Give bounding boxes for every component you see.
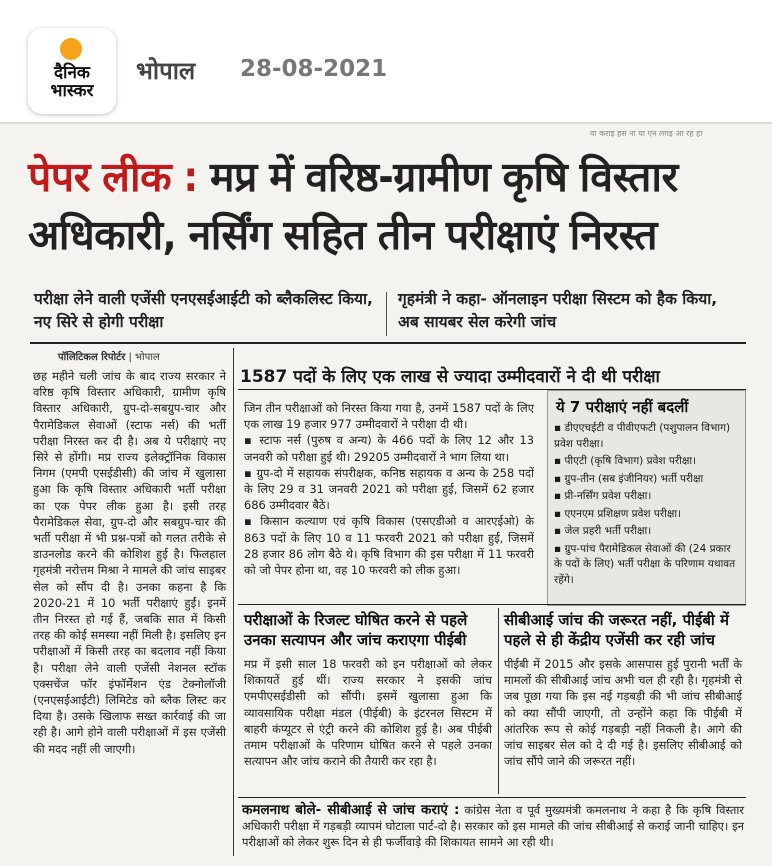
cut-text-top: वा कराइ हस ना या एन लगइ आ रह हा bbox=[590, 129, 703, 138]
list-item: ▪ ग्रुप-पांच पैरामेडिकल सेवाओं की (24 प्रकार के पदों के लिए) भर्ती परीक्षा के परिणाम यथावत रहेंगे। bbox=[554, 542, 740, 589]
section-banner: 1587 पदों के लिए एक लाख से ज्यादा उम्मीदवारों ने दी थी परीक्षा bbox=[240, 367, 660, 387]
column-divider-right bbox=[498, 608, 499, 794]
headline-text: मप्र में वरिष्ठ-ग्रामीण कृषि विस्तार अधिकारी, नर्सिंग सहित तीन परीक्षाएं निरस्त bbox=[28, 153, 678, 259]
byline-city: | भोपाल bbox=[128, 352, 160, 363]
logo-text-line1: दैनिक bbox=[54, 63, 90, 83]
footer-lead: कमलनाथ बोले- सीबीआई से जांच कराएं : bbox=[242, 802, 460, 818]
list-item: ▪ ग्रुप-तीन (सब इंजीनियर) भर्ती परीक्षा bbox=[554, 472, 740, 488]
footer-note bbox=[242, 802, 744, 850]
left-column-body: छह महीने चली जांच के बाद राज्य सरकार ने वरिष्ठ कृषि विस्तार अधिकारी, ग्रामीण कृषि विस्तार अधिकारी, ग्रुप-दो-सबग्रुप-चार और पैरामेडिकल सेवाओं (स्टाफ नर्स) की भर्ती परीक्षा निरस्त कर दी है। अब ये परीक्षाएं नए सिरे से होंगी। मप्र राज्य इलेक्ट्रॉनिक विकास निगम (एमपी एसईडीसी) की जांच में खुलासा हुआ कि कृषि विस्तार अधिकारी भर्ती परीक्षा का एक पेपर लीक हुआ है। इसी तरह पैरामेडिकल सेवा, ग्रुप-दो और सबग्रुप-चार की भर्ती परीक्षा में भी प्रश्न-पत्रों को गलत तरीके से डाउनलोड करने की कोशिश हुई है। फिलहाल गृहमंत्री नरोत्तम मिश्रा ने मामले की जांच साइबर सेल को सौंप दी है। उनका कहना है कि 2020-21 में 10 भर्ती परीक्षाएं हुईं। इनमें तीन निरस्त हो गई हैं, जबकि सात में किसी तरह की कोई समस्या नहीं मिली है। इसलिए इन परीक्षाओं में किसी तरह का बदलाव नहीं किया है। परीक्षा लेने वाली एजेंसी नेशनल स्टॉक एक्सचेंज फॉर इंफॉर्मेशन एंड टेक्नोलॉजी (एनएसईआईटी) लिमिटेड को ब्लैक लिस्ट कर दिया है। उसके खिलाफ सख्त कार्रवाई की जा रही है। आगे होने वाली परीक्षाओं में इस एजेंसी की मदद नहीं ली जाएगी। bbox=[33, 369, 226, 756]
app-header bbox=[0, 0, 772, 122]
subsection-heading-cbi: सीबीआई जांच की जरूरत नहीं, पीईबी में पहले से ही केंद्रीय एजेंसी कर रही जांच bbox=[504, 611, 729, 649]
edition-city: भोपाल bbox=[136, 57, 196, 85]
rule-under-deck bbox=[30, 342, 746, 344]
deck-right: गृहमंत्री ने कहा- ऑनलाइन परीक्षा सिस्टम को हैक किया, अब सायबर सेल करेगी जांच bbox=[398, 290, 718, 331]
deck-divider bbox=[386, 292, 387, 336]
rule-above-footer bbox=[238, 797, 746, 798]
footer-body: कांग्रेस नेता व पूर्व मुख्यमंत्री कमलनाथ ने कहा है कि कृषि विस्तार अधिकारी परीक्षा में गड़बड़ी व्यापमं घोटाला पार्ट-दो है। सरकार को इस मामले की जांच सीबीआई से कराई जानी चाहिए। इन परीक्षाओं को लेकर शुरू दिन से ही फर्जीवाड़े की शिकायत सामने आ रही थी। bbox=[242, 803, 745, 849]
byline bbox=[58, 349, 160, 363]
deck-left: परीक्षा लेने वाली एजेंसी एनएसईआईटी को ब्लैकलिस्ट किया, नए सिरे से होगी परीक्षा bbox=[34, 290, 373, 331]
sun-icon bbox=[60, 38, 82, 60]
list-item: ▪ प्री-नर्सिंग प्रवेश परीक्षा। bbox=[554, 489, 740, 505]
subsection-heading-peb: परीक्षाओं के रिजल्ट घोषित करने से पहले उनका सत्यापन और जांच कराएगा पीईबी bbox=[244, 611, 468, 649]
box-list bbox=[554, 421, 740, 590]
rule-above-subsections bbox=[238, 604, 746, 605]
dainik-bhaskar-logo[interactable] bbox=[28, 28, 116, 114]
list-item: ▪ डीएएचईटी व पीवीएफटी (पशुपालन विभाग) प्रवेश परीक्षा। bbox=[554, 421, 740, 452]
headline-kicker: पेपर लीक : bbox=[28, 153, 198, 201]
unchanged-exams-box bbox=[547, 390, 746, 606]
box-title: ये 7 परीक्षाएं नहीं बदलीं bbox=[556, 398, 689, 416]
list-item: ▪ जेल प्रहरी भर्ती परीक्षा। bbox=[554, 524, 740, 540]
article-headline bbox=[28, 148, 748, 264]
subsection-body-cbi: पीईबी में 2015 और इसके आसपास हुई पुरानी भर्तीं के मामलों की सीबीआई जांच अभी चल ही रही है। गृहमंत्री से जब पूछा गया कि इस नई गड़बड़ी की भी जांच सीबीआई को क्या सौंपी जाएगी, तो उन्होंने कहा कि पीईबी में आंतरिक रूप से कोई गड़बड़ी नहीं निकली है। आगे की जांच साइबर सेल को दे दी गई है। इसलिए सीबीआई को जांच सौंपे जाने की जरूरत नहीं। bbox=[504, 657, 742, 769]
column-divider-left bbox=[233, 348, 234, 856]
byline-reporter: पॉलिटिकल रिपोर्टर bbox=[58, 352, 126, 363]
list-item: ▪ पीएटी (कृषि विभाग) प्रवेश परीक्षा। bbox=[554, 454, 740, 470]
mid-paragraph: जिन तीन परीक्षाओं को निरस्त किया गया है, उनमें 1587 पदों के लिए एक लाख 19 हजार 977 उम्मीदवारों ने परीक्षा दी थी। bbox=[244, 401, 534, 432]
mid-column-body bbox=[244, 400, 534, 578]
clipping-edge bbox=[0, 122, 772, 125]
mid-paragraph: ▪ स्टाफ नर्स (पुरुष व अन्य) के 466 पदों के लिए 12 और 13 जनवरी को परीक्षा हुई थी। 29205 उम्मीदवारों ने भाग लिया था। bbox=[244, 433, 534, 464]
subsection-body-peb: मप्र में इसी साल 18 फरवरी को इन परीक्षाओं को लेकर शिकायतें हुई थीं। राज्य सरकार ने इसकी जांच एमपीएसईडीसी को सौंपी। इसमें खुलासा हुआ कि व्यावसायिक परीक्षा मंडल (पीईबी) के इंटरनल सिस्टम में बाहरी कंप्यूटर से एंट्री करने की कोशिश हुई है। अब पीईबी तमाम परीक्षाओं के परिणाम घोषित करने से पहले उनका सत्यापन और जांच कराने की तैयारी कर रहा है। bbox=[244, 657, 492, 769]
list-item: ▪ एएनएम प्रशिक्षण प्रवेश परीक्षा। bbox=[554, 507, 740, 523]
mid-paragraph: ▪ किसान कल्याण एवं कृषि विकास (एसएडीओ व आरएईओ) के 863 पदों के लिए 10 व 11 फरवरी 2021 को परीक्षा हुई, जिसमें 28 हजार 86 लोग बैठे थे। कृषि विभाग की इस परीक्षा में 11 फरवरी को जो पेपर होना था, वह 10 फरवरी को लीक हुआ। bbox=[244, 514, 534, 578]
logo-text-line2: भास्कर bbox=[50, 81, 94, 101]
edition-date: 28-08-2021 bbox=[240, 56, 388, 82]
mid-paragraph: ▪ ग्रुप-दो में सहायक संपरीक्षक, कनिष्ठ सहायक व अन्य के 258 पदों के लिए 29 व 31 जनवरी 2021 को परीक्षा हुई, जिसमें 62 हजार 686 उम्मीदवार बैठे। bbox=[244, 465, 534, 513]
